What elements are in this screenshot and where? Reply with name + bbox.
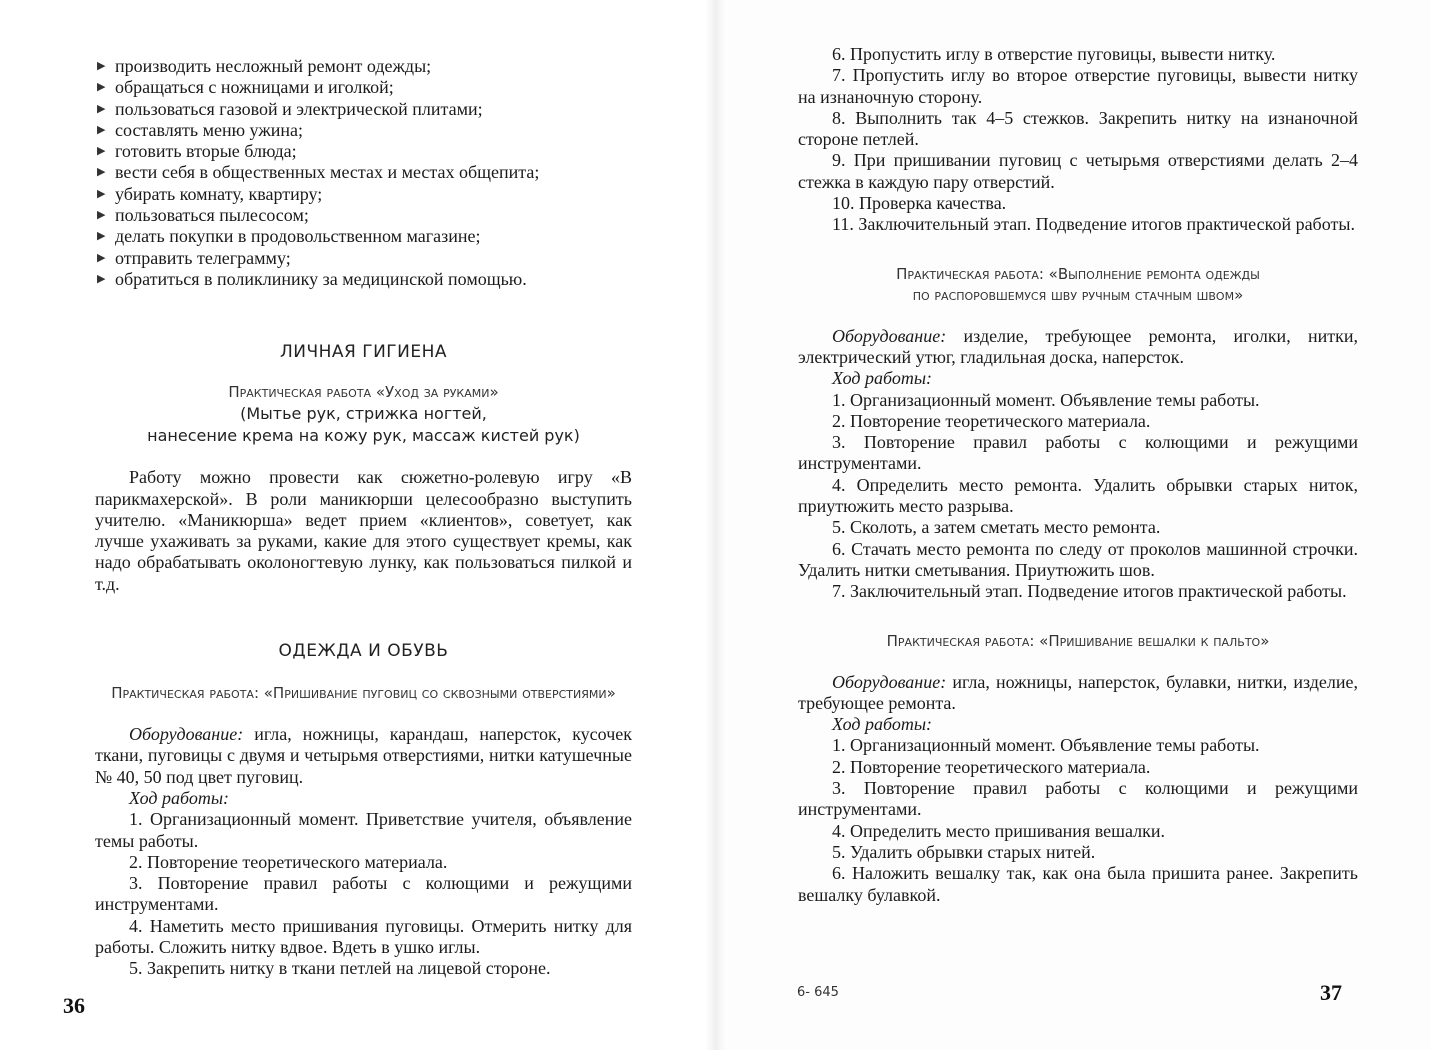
section-title-personal-hygiene: ЛИЧНАЯ ГИГИЕНА bbox=[279, 342, 448, 363]
right-page-content bbox=[798, 44, 1358, 906]
procedure-step: 1. Организационный момент. Объявление темы работы. bbox=[832, 389, 1260, 410]
list-item: ▶ пользоваться газовой и электрической плитами; bbox=[97, 98, 483, 119]
equipment-label: Оборудование: bbox=[129, 724, 244, 745]
procedure-step: 6. Пропустить иглу в отверстие пуговицы, вывести нитку. bbox=[832, 44, 1276, 64]
procedure-step: 2. Повторение теоретического материала. bbox=[129, 851, 448, 872]
list-item: ▶ составлять меню ужина; bbox=[97, 119, 304, 140]
practical-work-title: по распоровшемуся шву ручным стачным швом» bbox=[912, 285, 1244, 304]
procedure-step: 5. Закрепить нитку в ткани петлей на лицевой стороне. bbox=[129, 958, 551, 979]
procedure-step: 8. Выполнить так 4–5 стежков. Закрепить нитку на изнаночной стороне петлей. bbox=[798, 107, 1358, 150]
practical-work-title: Практическая работа: «Пришивание вешалки к пальто» bbox=[886, 631, 1270, 650]
equipment-label: Оборудование: bbox=[832, 671, 947, 692]
equipment-text: изделие, требующее ремонта, иголки, нитки, электрический утюг, гладильная доска, наперсток. bbox=[798, 325, 1358, 367]
section-title-clothes-shoes: ОДЕЖДА И ОБУВЬ bbox=[278, 641, 449, 662]
triangle-bullet-icon: ▶ bbox=[97, 81, 106, 94]
list-item: ▶ вести себя в общественных местах и местах общепита; bbox=[97, 162, 540, 183]
equipment-text: игла, ножницы, карандаш, наперсток, кусочек ткани, пуговицы с двумя и четырьмя отверстиями, нитки катушечные № 40, 50 под цвет пуговиц. bbox=[95, 724, 632, 787]
practical-work-note: (Мытье рук, стрижка ногтей, bbox=[240, 404, 487, 424]
procedure-step: 2. Повторение теоретического материала. bbox=[832, 756, 1151, 777]
list-item: ▶ отправить телеграмму; bbox=[97, 247, 291, 268]
equipment-text: игла, ножницы, наперсток, булавки, нитки, изделие, требующее ремонта. bbox=[798, 671, 1358, 713]
book-gutter bbox=[705, 0, 725, 1050]
right-page bbox=[715, 0, 1430, 1050]
procedure-label: Ход работы: bbox=[832, 714, 933, 735]
procedure-step: 3. Повторение правил работы с колющими и режущими инструментами. bbox=[798, 778, 1358, 820]
triangle-bullet-icon: ▶ bbox=[97, 166, 106, 179]
procedure-label: Ход работы: bbox=[832, 368, 933, 389]
triangle-bullet-icon: ▶ bbox=[97, 251, 106, 264]
page-number: 37 bbox=[1320, 980, 1342, 1005]
procedure-step: 7. Пропустить иглу во второе отверстие пуговицы, вывести нитку на изнаночную сторону. bbox=[798, 65, 1358, 107]
triangle-bullet-icon: ▶ bbox=[97, 230, 106, 243]
procedure-step: 10. Проверка качества. bbox=[832, 193, 1007, 214]
procedure-step: 6. Наложить вешалку так, как она была пришита ранее. Закрепить вешалку булавкой. bbox=[798, 863, 1358, 905]
practical-work-title: Практическая работа: «Выполнение ремонта одежды bbox=[896, 264, 1260, 283]
procedure-step: 3. Повторение правил работы с колющими и режущими инструментами. bbox=[798, 432, 1358, 474]
procedure-paragraph bbox=[798, 368, 1358, 389]
procedure-step: 1. Организационный момент. Приветствие учителя, объявление темы работы. bbox=[95, 809, 632, 851]
triangle-bullet-icon: ▶ bbox=[97, 145, 106, 158]
list-item: ▶ делать покупки в продовольственном магазине; bbox=[97, 226, 481, 247]
triangle-bullet-icon: ▶ bbox=[97, 187, 106, 200]
procedure-step: 7. Заключительный этап. Подведение итогов практической работы. bbox=[832, 581, 1347, 602]
list-item: ▶ обратиться в поликлинику за медицинской помощью. bbox=[97, 268, 527, 289]
left-page-content bbox=[95, 56, 632, 980]
equipment-paragraph bbox=[95, 724, 632, 788]
list-item: ▶ готовить вторые блюда; bbox=[97, 141, 297, 162]
page-number: 36 bbox=[63, 993, 85, 1018]
list-item: ▶ производить несложный ремонт одежды; bbox=[97, 56, 432, 76]
practical-work-note: нанесение крема на кожу рук, массаж кистей рук) bbox=[147, 426, 580, 446]
printer-signature: 6- 645 bbox=[797, 985, 839, 1000]
triangle-bullet-icon: ▶ bbox=[97, 272, 106, 285]
equipment-paragraph bbox=[798, 326, 1358, 369]
procedure-step: 5. Удалить обрывки старых нитей. bbox=[832, 841, 1096, 862]
procedure-step: 6. Стачать место ремонта по следу от проколов машинной строчки. Удалить нитки сметывания. Приутюжить шов. bbox=[798, 538, 1358, 580]
list-item: ▶ пользоваться пылесосом; bbox=[97, 205, 309, 226]
triangle-bullet-icon: ▶ bbox=[97, 60, 106, 72]
triangle-bullet-icon: ▶ bbox=[97, 209, 106, 222]
procedure-step: 4. Наметить место пришивания пуговицы. Отмерить нитку для работы. Сложить нитку вдвое. Вдеть в ушко иглы. bbox=[95, 915, 632, 958]
procedure-step: 5. Сколоть, а затем сметать место ремонта. bbox=[832, 517, 1161, 538]
list-item: ▶ убирать комнату, квартиру; bbox=[97, 183, 323, 204]
equipment-paragraph bbox=[798, 672, 1358, 715]
procedure-paragraph bbox=[95, 788, 632, 809]
procedure-step: 11. Заключительный этап. Подведение итогов практической работы. bbox=[832, 214, 1355, 235]
procedure-step: 2. Повторение теоретического материала. bbox=[832, 410, 1151, 431]
procedure-step: 1. Организационный момент. Объявление темы работы. bbox=[832, 735, 1260, 756]
procedure-step: 9. При пришивании пуговиц с четырьмя отверстиями делать 2–4 стежка в каждую пару отверстий. bbox=[798, 150, 1358, 192]
paragraph: Работу можно провести как сюжетно-ролевую игру «В парикмахерской». В роли маникюрши целесообразно выступить учителю. «Маникюрша» ведет прием «клиентов», советует, как лучше ухаживать за руками, какие для этого существует кремы, как надо обрабатывать околоногтевую лунку, как пользоваться пилкой и т.д. bbox=[95, 467, 632, 594]
triangle-bullet-icon: ▶ bbox=[97, 123, 106, 136]
equipment-label: Оборудование: bbox=[832, 325, 947, 346]
practical-work-title: Практическая работа: «Пришивание пуговиц со сквозными отверстиями» bbox=[111, 684, 616, 703]
list-item: ▶ обращаться с ножницами и иголкой; bbox=[97, 77, 394, 98]
triangle-bullet-icon: ▶ bbox=[97, 102, 106, 115]
procedure-paragraph bbox=[798, 714, 1358, 735]
procedure-step: 4. Определить место ремонта. Удалить обрывки старых ниток, приутюжить место разрыва. bbox=[798, 474, 1358, 517]
skills-list bbox=[95, 56, 632, 290]
procedure-step: 3. Повторение правил работы с колющими и режущими инструментами. bbox=[95, 873, 632, 915]
procedure-step: 4. Определить место пришивания вешалки. bbox=[832, 820, 1165, 841]
procedure-label: Ход работы: bbox=[129, 787, 230, 808]
practical-work-title: Практическая работа «Уход за руками» bbox=[228, 383, 499, 402]
